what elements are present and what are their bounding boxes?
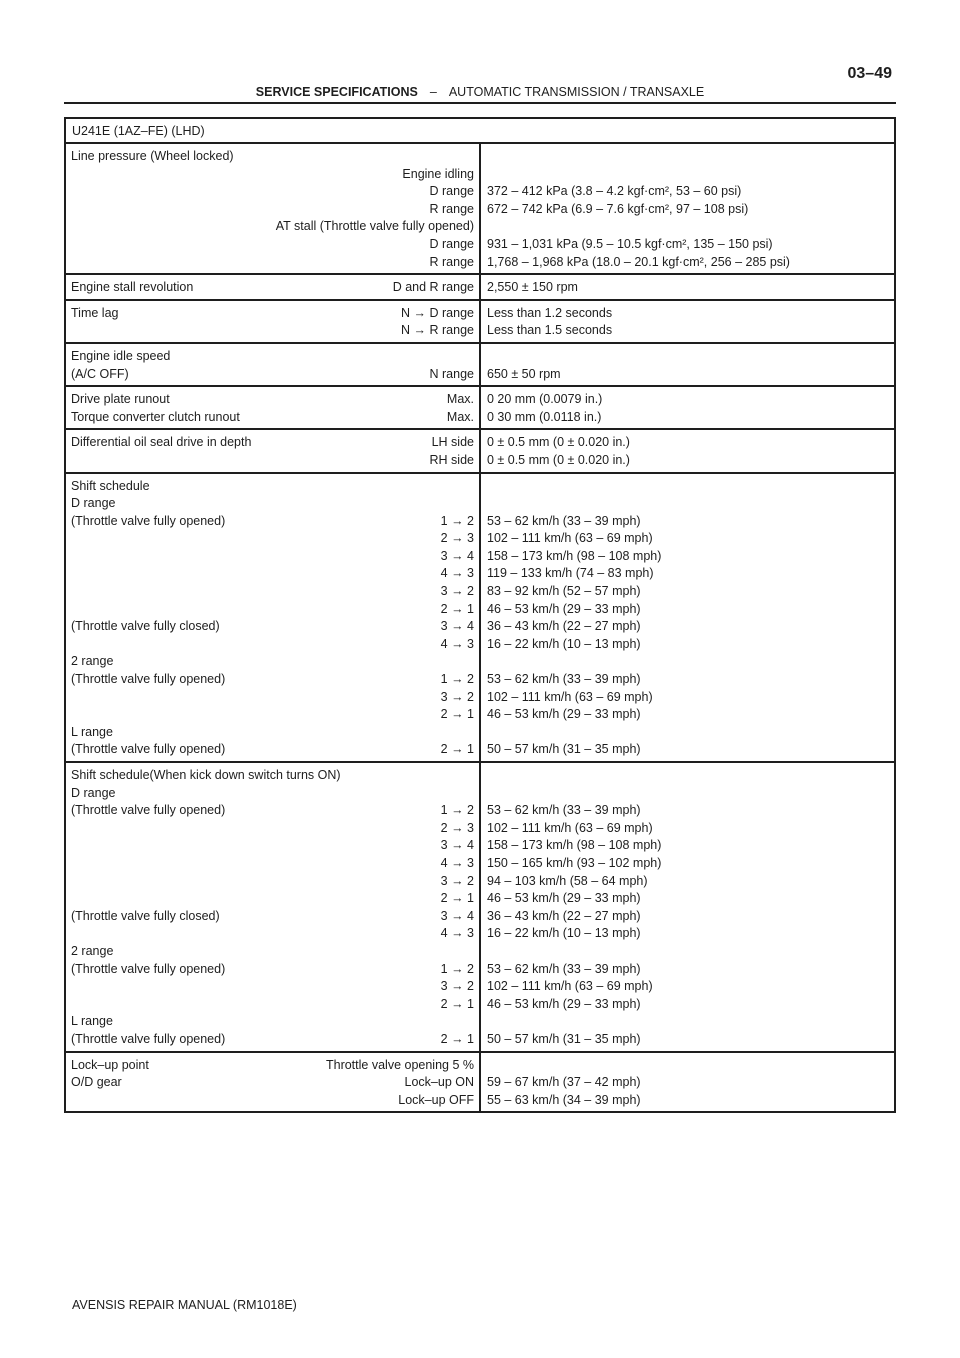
spec-item-label: (Throttle valve fully opened) bbox=[71, 961, 226, 976]
manual-footer: AVENSIS REPAIR MANUAL (RM1018E) bbox=[72, 1298, 297, 1312]
spec-item-label: (Throttle valve fully closed) bbox=[71, 908, 220, 923]
spec-condition-label: Lock–up ON bbox=[404, 1075, 474, 1090]
spec-value: 53 – 62 km/h (33 – 39 mph) bbox=[487, 672, 641, 687]
spec-condition-label: 2 → 3 bbox=[440, 531, 474, 546]
spec-value bbox=[487, 767, 888, 785]
spec-condition-label: 3 → 2 bbox=[440, 873, 474, 888]
spec-item-label: Shift schedule bbox=[71, 478, 150, 493]
page-number: 03–49 bbox=[847, 65, 892, 82]
spec-item-line bbox=[71, 391, 474, 409]
spec-item-line bbox=[71, 183, 474, 201]
spec-item-cell bbox=[65, 473, 480, 763]
spec-item-cell bbox=[65, 274, 480, 300]
spec-condition-label: D and R range bbox=[392, 280, 474, 295]
spec-value-cell bbox=[480, 429, 895, 472]
header-subsection: AUTOMATIC TRANSMISSION / TRANSAXLE bbox=[448, 85, 705, 99]
spec-row bbox=[65, 762, 895, 1052]
spec-item-line bbox=[71, 254, 474, 272]
spec-condition-label: LH side bbox=[431, 435, 474, 450]
spec-item-label: (Throttle valve fully opened) bbox=[71, 1031, 226, 1046]
spec-row bbox=[65, 1052, 895, 1113]
spec-item-line bbox=[71, 513, 474, 531]
spec-condition-label: Lock–up OFF bbox=[398, 1092, 474, 1107]
spec-value: 2,550 ± 150 rpm bbox=[487, 280, 578, 295]
spec-condition-label: 2 → 3 bbox=[440, 820, 474, 835]
spec-value-cell bbox=[480, 386, 895, 429]
spec-item-line bbox=[71, 1074, 474, 1092]
spec-row bbox=[65, 429, 895, 472]
spec-value bbox=[487, 166, 888, 184]
table-title: U241E (1AZ–FE) (LHD) bbox=[65, 118, 895, 143]
spec-condition-label: Max. bbox=[446, 409, 474, 424]
header-section: SERVICE SPECIFICATIONS bbox=[255, 85, 418, 99]
spec-item-line bbox=[71, 495, 474, 513]
spec-item-label: Lock–up point bbox=[71, 1057, 149, 1072]
spec-condition-label: 2 → 1 bbox=[440, 996, 474, 1011]
spec-item-line bbox=[71, 434, 474, 452]
spec-item-line bbox=[71, 1092, 474, 1110]
spec-value bbox=[487, 785, 888, 803]
spec-item-cell bbox=[65, 143, 480, 274]
spec-item-cell bbox=[65, 762, 480, 1052]
spec-item-line bbox=[71, 802, 474, 820]
spec-condition-label: Engine idling bbox=[402, 166, 474, 181]
spec-value: Less than 1.2 seconds bbox=[487, 305, 613, 320]
spec-row bbox=[65, 473, 895, 763]
spec-value: 372 – 412 kPa (3.8 – 4.2 kgf·cm², 53 – 60 psi) bbox=[487, 184, 742, 199]
spec-item-line bbox=[71, 409, 474, 427]
spec-item-label: Time lag bbox=[71, 305, 119, 320]
spec-item-label: O/D gear bbox=[71, 1075, 122, 1090]
spec-condition-label: 3 → 4 bbox=[440, 619, 474, 634]
spec-condition-label: 3 → 4 bbox=[440, 838, 474, 853]
spec-item-line bbox=[71, 873, 474, 891]
spec-value: 119 – 133 km/h (74 – 83 mph) bbox=[487, 566, 654, 581]
spec-item-line bbox=[71, 322, 474, 340]
spec-value bbox=[487, 478, 888, 496]
spec-item-line bbox=[71, 785, 474, 803]
spec-value bbox=[487, 348, 888, 366]
spec-value: 102 – 111 km/h (63 – 69 mph) bbox=[487, 689, 653, 704]
spec-condition-label: 3 → 4 bbox=[440, 548, 474, 563]
spec-item-line bbox=[71, 366, 474, 384]
spec-row bbox=[65, 386, 895, 429]
spec-row bbox=[65, 143, 895, 274]
spec-item-line bbox=[71, 671, 474, 689]
header-dash: – bbox=[429, 85, 437, 99]
spec-value: 158 – 173 km/h (98 – 108 mph) bbox=[487, 548, 662, 563]
spec-item-line bbox=[71, 890, 474, 908]
spec-item-line bbox=[71, 689, 474, 707]
spec-item-label: (Throttle valve fully opened) bbox=[71, 803, 226, 818]
spec-condition-label: D range bbox=[429, 236, 474, 251]
spec-value: 50 – 57 km/h (31 – 35 mph) bbox=[487, 742, 641, 757]
spec-condition-label: Throttle valve opening 5 % bbox=[325, 1057, 474, 1072]
spec-item-line bbox=[71, 601, 474, 619]
spec-value bbox=[487, 495, 888, 513]
spec-value: 46 – 53 km/h (29 – 33 mph) bbox=[487, 601, 641, 616]
spec-item-line bbox=[71, 1031, 474, 1049]
spec-item-label: (Throttle valve fully opened) bbox=[71, 513, 226, 528]
spec-value: 83 – 92 km/h (52 – 57 mph) bbox=[487, 584, 641, 599]
spec-value-cell bbox=[480, 762, 895, 1052]
spec-item-line bbox=[71, 961, 474, 979]
spec-item-line bbox=[71, 218, 474, 236]
spec-value: 1,768 – 1,968 kPa (18.0 – 20.1 kgf·cm², 256 – 285 psi) bbox=[487, 254, 790, 269]
spec-row bbox=[65, 300, 895, 343]
spec-condition-label: 4 → 3 bbox=[440, 926, 474, 941]
spec-item-label: 2 range bbox=[71, 654, 114, 669]
spec-value bbox=[487, 724, 888, 742]
spec-condition-label: 2 → 1 bbox=[440, 707, 474, 722]
spec-value: 0 ± 0.5 mm (0 ± 0.020 in.) bbox=[487, 435, 630, 450]
spec-value-cell bbox=[480, 143, 895, 274]
header-title bbox=[64, 85, 896, 99]
spec-item-label: (Throttle valve fully closed) bbox=[71, 619, 220, 634]
spec-condition-label: 3 → 2 bbox=[440, 979, 474, 994]
spec-item-line bbox=[71, 978, 474, 996]
spec-condition-label: R range bbox=[429, 254, 474, 269]
spec-value: 36 – 43 km/h (22 – 27 mph) bbox=[487, 908, 641, 923]
spec-value: 94 – 103 km/h (58 – 64 mph) bbox=[487, 873, 648, 888]
page-header bbox=[64, 62, 896, 104]
spec-condition-label: Max. bbox=[446, 392, 474, 407]
spec-value: 50 – 57 km/h (31 – 35 mph) bbox=[487, 1031, 641, 1046]
spec-item-line bbox=[71, 653, 474, 671]
spec-row bbox=[65, 343, 895, 386]
spec-item-line bbox=[71, 1013, 474, 1031]
spec-item-line bbox=[71, 166, 474, 184]
spec-item-label: (Throttle valve fully opened) bbox=[71, 742, 226, 757]
spec-item-line bbox=[71, 741, 474, 759]
spec-item-line bbox=[71, 636, 474, 654]
spec-value-cell bbox=[480, 274, 895, 300]
spec-item-label: Engine idle speed bbox=[71, 348, 171, 363]
spec-item-line bbox=[71, 618, 474, 636]
spec-item-line bbox=[71, 706, 474, 724]
spec-item-line bbox=[71, 820, 474, 838]
spec-item-line bbox=[71, 565, 474, 583]
spec-condition-label: 4 → 3 bbox=[440, 566, 474, 581]
spec-condition-label: 1 → 2 bbox=[440, 961, 474, 976]
spec-value: 53 – 62 km/h (33 – 39 mph) bbox=[487, 803, 641, 818]
spec-value bbox=[487, 653, 888, 671]
spec-item-label: D range bbox=[71, 496, 116, 511]
spec-condition-label: 3 → 2 bbox=[440, 689, 474, 704]
table-title-row bbox=[65, 118, 895, 143]
spec-condition-label: 1 → 2 bbox=[440, 513, 474, 528]
spec-value bbox=[487, 1057, 888, 1075]
spec-value: 59 – 67 km/h (37 – 42 mph) bbox=[487, 1075, 641, 1090]
spec-item-line bbox=[71, 583, 474, 601]
spec-condition-label: D range bbox=[429, 184, 474, 199]
spec-item-cell bbox=[65, 386, 480, 429]
spec-item-line bbox=[71, 837, 474, 855]
spec-condition-label: R range bbox=[429, 201, 474, 216]
spec-condition-label: 4 → 3 bbox=[440, 855, 474, 870]
spec-value: 0 20 mm (0.0079 in.) bbox=[487, 392, 603, 407]
spec-item-label: Differential oil seal drive in depth bbox=[71, 435, 252, 450]
spec-condition-label: N range bbox=[429, 366, 474, 381]
spec-item-label: Drive plate runout bbox=[71, 392, 170, 407]
spec-item-label: L range bbox=[71, 724, 113, 739]
spec-item-label: (Throttle valve fully opened) bbox=[71, 672, 226, 687]
spec-value: 650 ± 50 rpm bbox=[487, 366, 561, 381]
spec-value: 46 – 53 km/h (29 – 33 mph) bbox=[487, 891, 641, 906]
spec-item-cell bbox=[65, 429, 480, 472]
spec-condition-label: 2 → 1 bbox=[440, 742, 474, 757]
spec-condition-label: N → D range bbox=[401, 305, 474, 320]
spec-value: 16 – 22 km/h (10 – 13 mph) bbox=[487, 636, 641, 651]
spec-value-cell bbox=[480, 343, 895, 386]
spec-item-line bbox=[71, 348, 474, 366]
spec-condition-label: AT stall (Throttle valve fully opened) bbox=[275, 219, 474, 234]
spec-value: 0 ± 0.5 mm (0 ± 0.020 in.) bbox=[487, 452, 630, 467]
spec-value bbox=[487, 1013, 888, 1031]
spec-condition-label: 1 → 2 bbox=[440, 672, 474, 687]
spec-value: 0 30 mm (0.0118 in.) bbox=[487, 409, 602, 424]
spec-item-line bbox=[71, 530, 474, 548]
spec-value-cell bbox=[480, 1052, 895, 1113]
spec-item-label: L range bbox=[71, 1014, 113, 1029]
spec-item-line bbox=[71, 236, 474, 254]
spec-item-label: (A/C OFF) bbox=[71, 366, 129, 381]
spec-item-cell bbox=[65, 1052, 480, 1113]
spec-value: 36 – 43 km/h (22 – 27 mph) bbox=[487, 619, 641, 634]
spec-item-label: Engine stall revolution bbox=[71, 280, 194, 295]
spec-item-cell bbox=[65, 343, 480, 386]
spec-value: 46 – 53 km/h (29 – 33 mph) bbox=[487, 707, 641, 722]
spec-value-cell bbox=[480, 473, 895, 763]
spec-value: 672 – 742 kPa (6.9 – 7.6 kgf·cm², 97 – 108 psi) bbox=[487, 201, 749, 216]
spec-item-line bbox=[71, 925, 474, 943]
spec-item-cell bbox=[65, 300, 480, 343]
spec-item-line bbox=[71, 201, 474, 219]
spec-item-line bbox=[71, 279, 474, 297]
spec-item-line bbox=[71, 767, 474, 785]
spec-value-cell bbox=[480, 300, 895, 343]
spec-condition-label: 2 → 1 bbox=[440, 601, 474, 616]
spec-row bbox=[65, 274, 895, 300]
spec-condition-label: N → R range bbox=[401, 323, 474, 338]
spec-item-line bbox=[71, 855, 474, 873]
spec-value bbox=[487, 148, 888, 166]
spec-value: 931 – 1,031 kPa (9.5 – 10.5 kgf·cm², 135 – 150 psi) bbox=[487, 236, 773, 251]
spec-condition-label: 1 → 2 bbox=[440, 803, 474, 818]
spec-condition-label: 3 → 4 bbox=[440, 908, 474, 923]
spec-item-line bbox=[71, 305, 474, 323]
spec-item-line bbox=[71, 996, 474, 1014]
spec-item-line bbox=[71, 548, 474, 566]
spec-value bbox=[487, 218, 888, 236]
spec-value: 158 – 173 km/h (98 – 108 mph) bbox=[487, 838, 662, 853]
spec-value: 150 – 165 km/h (93 – 102 mph) bbox=[487, 855, 662, 870]
spec-value bbox=[487, 943, 888, 961]
spec-condition-label: 3 → 2 bbox=[440, 584, 474, 599]
spec-value: 53 – 62 km/h (33 – 39 mph) bbox=[487, 513, 641, 528]
spec-item-line bbox=[71, 724, 474, 742]
spec-value: 102 – 111 km/h (63 – 69 mph) bbox=[487, 531, 653, 546]
spec-item-label: 2 range bbox=[71, 943, 114, 958]
spec-value: Less than 1.5 seconds bbox=[487, 323, 613, 338]
spec-item-line bbox=[71, 478, 474, 496]
spec-value: 102 – 111 km/h (63 – 69 mph) bbox=[487, 979, 653, 994]
spec-item-label: Line pressure (Wheel locked) bbox=[71, 149, 234, 163]
spec-value: 16 – 22 km/h (10 – 13 mph) bbox=[487, 926, 641, 941]
spec-value: 55 – 63 km/h (34 – 39 mph) bbox=[487, 1092, 641, 1107]
spec-condition-label: 2 → 1 bbox=[440, 891, 474, 906]
spec-item-line bbox=[71, 148, 474, 166]
spec-item-line bbox=[71, 452, 474, 470]
spec-item-line bbox=[71, 943, 474, 961]
spec-condition-label: 4 → 3 bbox=[440, 636, 474, 651]
specifications-table bbox=[64, 117, 896, 1113]
spec-item-label: D range bbox=[71, 785, 116, 800]
spec-value: 102 – 111 km/h (63 – 69 mph) bbox=[487, 820, 653, 835]
spec-item-line bbox=[71, 908, 474, 926]
spec-item-line bbox=[71, 1057, 474, 1075]
spec-value: 53 – 62 km/h (33 – 39 mph) bbox=[487, 961, 641, 976]
spec-condition-label: 2 → 1 bbox=[440, 1031, 474, 1046]
spec-condition-label: RH side bbox=[429, 452, 474, 467]
spec-value: 46 – 53 km/h (29 – 33 mph) bbox=[487, 996, 641, 1011]
spec-item-label: Torque converter clutch runout bbox=[71, 409, 240, 424]
spec-item-label: Shift schedule(When kick down switch turns ON) bbox=[71, 768, 341, 782]
